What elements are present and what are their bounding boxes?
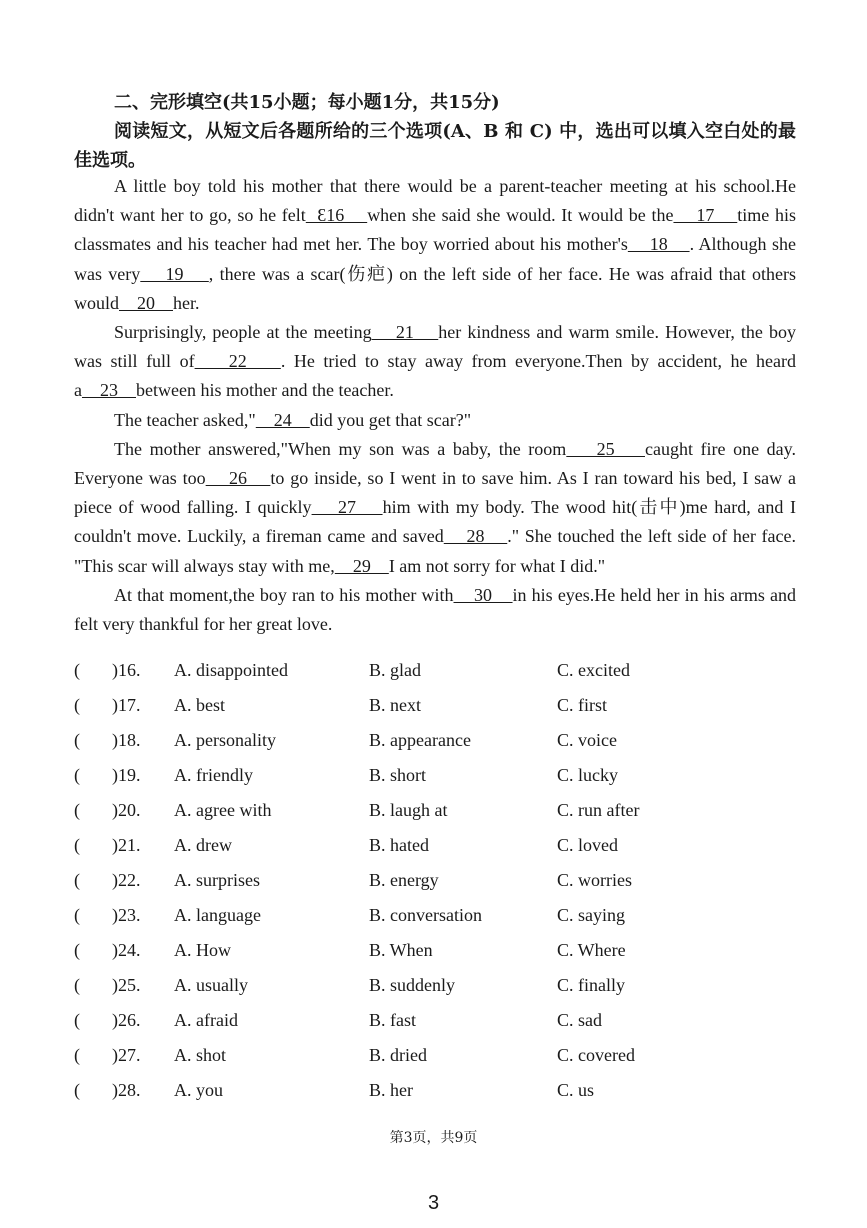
question-number: )27.: [112, 1045, 141, 1065]
passage-paragraph: [74, 435, 796, 581]
answer-blank: 28: [443, 526, 508, 547]
option-a: A. afraid: [174, 1010, 238, 1030]
answer-paren: (: [74, 940, 80, 960]
passage-text: between his mother and the teacher.: [136, 380, 394, 401]
answer-paren: (: [74, 695, 80, 715]
option-a: A. you: [174, 1080, 223, 1100]
answer-paren: (: [74, 835, 80, 855]
option-b: B. fast: [369, 1010, 416, 1030]
question-number: )16.: [112, 660, 141, 680]
page-number: 3: [427, 1192, 440, 1214]
answer-paren: (: [74, 730, 80, 750]
option-b: B. conversation: [369, 905, 482, 925]
answer-paren: (: [74, 800, 80, 820]
question-row: [74, 1045, 834, 1080]
passage-text: The mother answered,"When my son was a baby, the room: [114, 438, 567, 459]
answer-blank: 25: [566, 438, 645, 459]
option-a: A. best: [174, 695, 225, 715]
option-b: B. glad: [369, 660, 421, 680]
passage-text: when she said she would. It would be the: [367, 205, 674, 226]
answer-blank: 24: [255, 409, 310, 430]
passage-text: to go inside, so I went in to save him. As I ran toward his bed, I saw a piece of wood falling. I quickly: [74, 468, 796, 518]
question-row: [74, 695, 834, 730]
option-b: B. laugh at: [369, 800, 448, 820]
question-number: )22.: [112, 870, 141, 890]
option-b: B. dried: [369, 1045, 427, 1065]
section-title: 二、完形填空(共15小题；每小题1分，共15分): [114, 92, 500, 113]
passage-text: At that moment,the boy ran to his mother with: [114, 584, 454, 605]
answer-blank: 22: [194, 351, 281, 372]
option-a: A. usually: [174, 975, 248, 995]
question-row: [74, 1010, 834, 1045]
option-c: C. voice: [557, 730, 617, 750]
option-c: C. covered: [557, 1045, 635, 1065]
answer-paren: (: [74, 1045, 80, 1065]
option-b: B. suddenly: [369, 975, 456, 995]
question-row: [74, 660, 834, 695]
option-a: A. friendly: [174, 765, 253, 785]
option-c: C. Where: [557, 940, 626, 960]
option-b: B. When: [369, 940, 433, 960]
passage: [74, 172, 796, 639]
option-c: C. finally: [557, 975, 625, 995]
option-c: C. lucky: [557, 765, 618, 785]
answer-paren: (: [74, 660, 80, 680]
answer-blank: Ɛ16: [305, 205, 368, 226]
passage-text: . He tried to stay away from everyone.Then by accident, he heard a: [74, 351, 796, 401]
passage-paragraph: [74, 406, 796, 435]
answer-paren: (: [74, 975, 80, 995]
option-b: B. appearance: [369, 730, 471, 750]
passage-text: caught fire one day. Everyone was too: [74, 438, 797, 489]
question-number: )19.: [112, 765, 141, 785]
answer-paren: (: [74, 1080, 80, 1100]
question-number: )25.: [112, 975, 141, 995]
answer-paren: (: [74, 905, 80, 925]
option-a: A. disappointed: [174, 660, 288, 680]
answer-blank: 29: [334, 555, 389, 576]
passage-text: did you get that scar?": [309, 409, 472, 430]
question-number: )28.: [112, 1080, 141, 1100]
answer-blank: 26: [205, 468, 271, 489]
option-c: C. excited: [557, 660, 630, 680]
passage-text: , there was a scar(伤疤) on the left side of her face. He was afraid that others would: [74, 263, 796, 313]
passage-paragraph: [74, 581, 796, 639]
option-c: C. saying: [557, 905, 626, 925]
question-number: )24.: [112, 940, 141, 960]
passage-paragraph: [74, 172, 796, 318]
passage-text: time his classmates and his teacher had met her. The boy worried about his mother's: [74, 205, 797, 255]
option-c: C. worries: [557, 870, 632, 890]
passage-paragraph: [74, 318, 796, 406]
question-number: )21.: [112, 835, 141, 855]
answer-blank: 19: [140, 263, 209, 284]
option-c: C. run after: [557, 800, 640, 820]
answer-paren: (: [74, 1010, 80, 1030]
passage-text: . Although she was very: [74, 234, 796, 284]
question-row: [74, 800, 834, 835]
question-options-list: [74, 660, 834, 1115]
passage-text: I am not sorry for what I did.": [388, 555, 606, 576]
option-b: B. short: [369, 765, 427, 785]
option-b: B. her: [369, 1080, 413, 1100]
option-a: A. language: [174, 905, 261, 925]
answer-paren: (: [74, 765, 80, 785]
option-c: C. loved: [557, 835, 618, 855]
option-a: A. surprises: [174, 870, 260, 890]
option-b: B. hated: [369, 835, 429, 855]
answer-blank: 27: [311, 497, 383, 518]
option-a: A. personality: [174, 730, 276, 750]
option-a: A. drew: [174, 835, 232, 855]
passage-text: Surprisingly, people at the meeting: [114, 322, 372, 343]
instruction-text: 阅读短文，从短文后各题所给的三个选项(A、B 和 C) 中，选出可以填入空白处的最佳选项。: [74, 121, 796, 171]
question-number: )26.: [112, 1010, 141, 1030]
passage-text: in his eyes.He held her in his arms and felt very thankful for her great love.: [74, 584, 797, 635]
question-row: [74, 940, 834, 975]
answer-blank: 21: [371, 322, 439, 343]
question-row: [74, 905, 834, 940]
answer-blank: 23: [82, 380, 136, 401]
passage-text: her kindness and warm smile. However, the boy was still full of: [74, 322, 797, 372]
page-info: 第3页，共9页: [389, 1130, 478, 1146]
passage-text: her.: [173, 292, 200, 313]
passage-text: him with my body. The wood hit(击中)me hard, and I couldn't move. Luckily, a fireman came and saved: [74, 497, 796, 547]
question-number: )17.: [112, 695, 141, 715]
passage-text: The teacher asked,": [114, 409, 256, 430]
question-number: )18.: [112, 730, 141, 750]
option-b: B. energy: [369, 870, 439, 890]
option-b: B. next: [369, 695, 421, 715]
question-row: [74, 975, 834, 1010]
option-a: A. agree with: [174, 800, 272, 820]
passage-text: A little boy told his mother that there would be a parent-teacher meeting at his school.He didn't want her to go, so he felt: [74, 176, 796, 226]
option-c: C. sad: [557, 1010, 602, 1030]
question-number: )23.: [112, 905, 141, 925]
answer-blank: 17: [673, 205, 738, 226]
question-row: [74, 1080, 834, 1115]
answer-blank: 20: [119, 292, 173, 313]
option-a: A. shot: [174, 1045, 227, 1065]
answer-blank: 18: [627, 234, 690, 255]
question-row: [74, 870, 834, 905]
question-row: [74, 835, 834, 870]
question-number: )20.: [112, 800, 141, 820]
answer-paren: (: [74, 870, 80, 890]
option-c: C. us: [557, 1080, 595, 1100]
option-c: C. first: [557, 695, 608, 715]
question-row: [74, 765, 834, 800]
option-a: A. How: [174, 940, 231, 960]
passage-text: ." She touched the left side of her face. "This scar will always stay with me,: [74, 526, 796, 576]
question-row: [74, 730, 834, 765]
answer-blank: 30: [453, 584, 513, 605]
